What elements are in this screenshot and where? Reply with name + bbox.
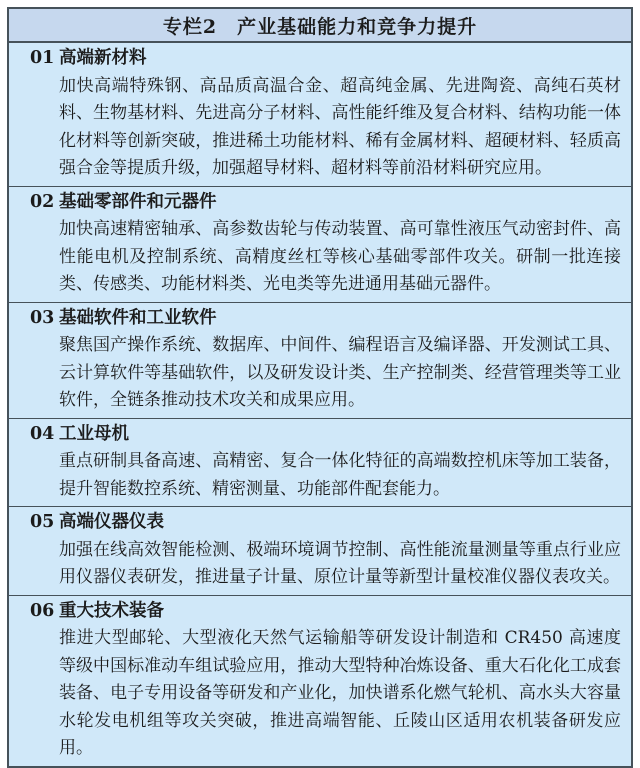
section-title: 高端新材料 — [59, 48, 147, 68]
section-body: 聚焦国产操作系统、数据库、中间件、编程语言及编译器、开发测试工具、云计算软件等基础软件，以及研发设计类、生产控制类、经营管理类等工业软件，全链条推动技术攻关和成果应用。 — [59, 335, 621, 410]
column-header — [9, 9, 631, 43]
section-06 — [9, 595, 631, 766]
section-number: 02 — [30, 191, 55, 212]
section-body: 重点研制具备高速、高精密、复合一体化特征的高端数控机床等加工装备，提升智能数控系统、精密测量、功能部件配套能力。 — [59, 451, 621, 499]
section-title: 重大技术装备 — [59, 600, 164, 621]
policy-column-box — [7, 7, 633, 768]
section-body: 加快高速精密轴承、高参数齿轮与传动装置、高可靠性液压气动密封件、高性能电机及控制系统、高精度丝杠等核心基础零部件攻关。研制一批连接类、传感类、功能材料类、光电类等先进通用基础元器件。 — [59, 219, 621, 294]
section-title: 基础零部件和元器件 — [59, 191, 217, 212]
section-04 — [9, 418, 631, 507]
section-title: 高端仪器仪表 — [59, 512, 164, 532]
section-05 — [9, 506, 631, 595]
section-02 — [9, 186, 631, 302]
section-number: 04 — [30, 423, 55, 444]
section-heading — [9, 421, 621, 449]
section-body: 加强在线高效智能检测、极端环境调节控制、高性能流量测量等重点行业应用仪器仪表研发，推进量子计量、原位计量等新型计量校准仪器仪表攻关。 — [59, 539, 621, 587]
section-heading — [9, 509, 621, 537]
section-body: 推进大型邮轮、大型液化天然气运输船等研发设计制造和 CR450 高速度等级中国标准动车组试验应用，推动大型特种冶炼设备、重大石化化工成套装备、电子专用设备等研发和产业化，加快谱系化燃气轮机、高水头大容量水轮发电机组等攻关突破，推进高端智能、丘陵山区适用农机装备研发应用。 — [59, 628, 621, 758]
section-title: 基础软件和工业软件 — [59, 307, 217, 328]
section-01 — [9, 43, 631, 186]
section-number: 06 — [30, 600, 55, 621]
section-body: 加快高端特殊钢、高品质高温合金、超高纯金属、先进陶瓷、高纯石英材料、生物基材料、先进高分子材料、高性能纤维及复合材料、结构功能一体化材料等创新突破，推进稀土功能材料、稀有金属材料、超硬材料、轻质高强合金等提质升级，加强超导材料、超材料等前沿材料研究应用。 — [59, 75, 621, 178]
section-heading — [9, 189, 621, 217]
column-title: 专栏2 产业基础能力和竞争力提升 — [162, 15, 478, 38]
section-title: 工业母机 — [59, 423, 129, 444]
section-number: 01 — [30, 48, 55, 68]
section-number: 05 — [30, 512, 55, 532]
section-03 — [9, 302, 631, 418]
section-heading — [9, 598, 621, 626]
section-heading — [9, 45, 621, 73]
section-heading — [9, 305, 621, 333]
section-number: 03 — [30, 307, 55, 328]
